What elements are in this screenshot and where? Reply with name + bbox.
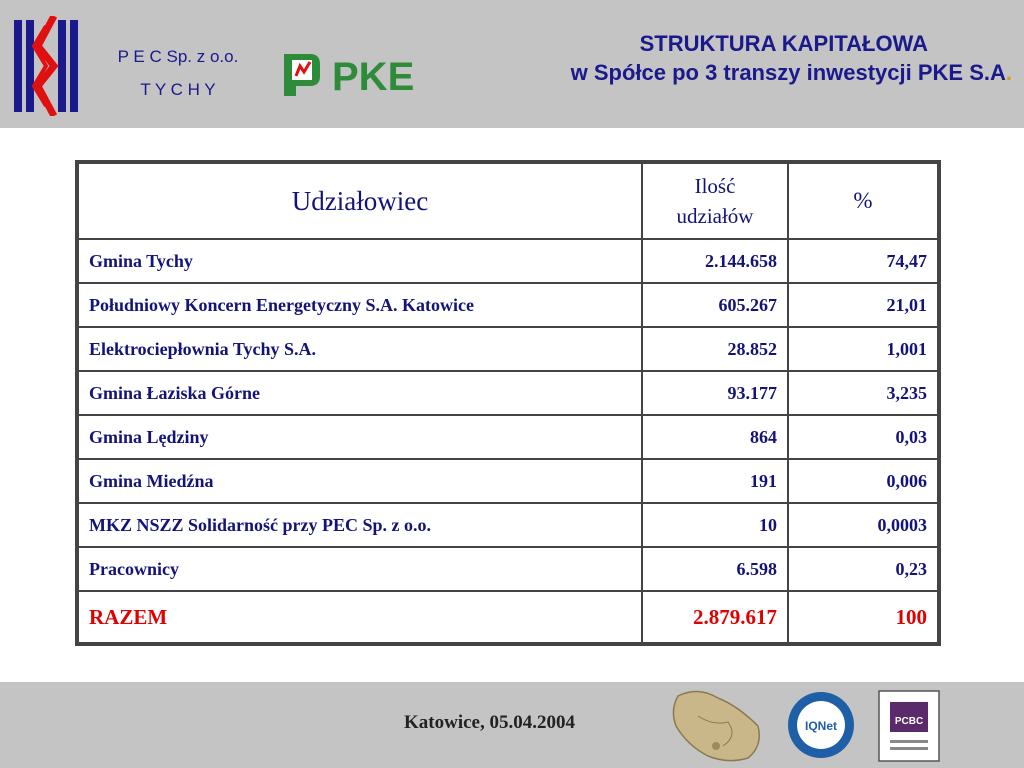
cell-shares: 28.852: [642, 327, 788, 371]
table-header-row: [78, 163, 938, 239]
company-name: [88, 40, 268, 106]
title-dot: .: [1005, 60, 1012, 85]
table-row: [78, 547, 938, 591]
iqnet-certificate-icon: [786, 690, 856, 760]
iqnet-text: IQNet: [804, 719, 838, 733]
cell-shares: 93.177: [642, 371, 788, 415]
title-line2: [452, 58, 1012, 88]
table-row: [78, 503, 938, 547]
cell-shareholder: MKZ NSZZ Solidarność przy PEC Sp. z o.o.: [78, 503, 642, 547]
cell-percent: 0,006: [788, 459, 938, 503]
cell-percent: 0,03: [788, 415, 938, 459]
pke-logo-text: PKE: [332, 55, 415, 99]
cell-shares: 2.879.617: [642, 591, 788, 643]
map-image-icon: [668, 686, 768, 766]
header-band: [0, 0, 1024, 128]
cell-shareholder: Pracownicy: [78, 547, 642, 591]
table-row: [78, 459, 938, 503]
cert-text: PCBC: [894, 716, 924, 727]
table-row: [78, 239, 938, 283]
col-header-shares-line1: Ilość: [694, 174, 736, 198]
col-header-shares: [642, 163, 788, 239]
table-row: [78, 327, 938, 371]
table: [78, 163, 938, 643]
col-header-shareholder: Udziałowiec: [78, 163, 642, 239]
cell-shares: 10: [642, 503, 788, 547]
col-header-percent: %: [788, 163, 938, 239]
title-line2-text: w Spółce po 3 transzy inwestycji PKE S.A: [570, 60, 1006, 85]
cell-shareholder: Elektrociepłownia Tychy S.A.: [78, 327, 642, 371]
capital-structure-table: [75, 160, 941, 646]
cell-percent: 0,23: [788, 547, 938, 591]
cell-percent: 21,01: [788, 283, 938, 327]
company-name-line1: P E C Sp. z o.o.: [117, 47, 239, 66]
cell-shareholder: Południowy Koncern Energetyczny S.A. Katowice: [78, 283, 642, 327]
cell-shareholder: Gmina Tychy: [78, 239, 642, 283]
col-header-shares-line2: udziałów: [676, 204, 754, 228]
footer-band: [0, 682, 1024, 768]
footer-date: Katowice, 05.04.2004: [404, 712, 575, 733]
cell-shares: 2.144.658: [642, 239, 788, 283]
table-row: [78, 415, 938, 459]
cell-percent: 74,47: [788, 239, 938, 283]
title-line1: STRUKTURA KAPITAŁOWA: [639, 31, 928, 56]
table-row: [78, 371, 938, 415]
cell-shares: 864: [642, 415, 788, 459]
cell-shareholder: Gmina Miedźna: [78, 459, 642, 503]
cell-percent: 100: [788, 591, 938, 643]
cell-shares: 191: [642, 459, 788, 503]
company-name-line2: T Y C H Y: [140, 80, 216, 99]
pec-logo-icon: [14, 16, 78, 116]
cell-percent: 0,0003: [788, 503, 938, 547]
cell-shareholder: Gmina Łaziska Górne: [78, 371, 642, 415]
pke-logo-icon: [280, 48, 446, 100]
page-title: [452, 30, 1012, 88]
cell-shareholder: Gmina Lędziny: [78, 415, 642, 459]
cell-shares: 605.267: [642, 283, 788, 327]
table-total-row: [78, 591, 938, 643]
cell-shareholder: RAZEM: [78, 591, 642, 643]
cell-shares: 6.598: [642, 547, 788, 591]
cell-percent: 1,001: [788, 327, 938, 371]
cell-percent: 3,235: [788, 371, 938, 415]
table-row: [78, 283, 938, 327]
pcbc-certificate-icon: [878, 690, 940, 762]
